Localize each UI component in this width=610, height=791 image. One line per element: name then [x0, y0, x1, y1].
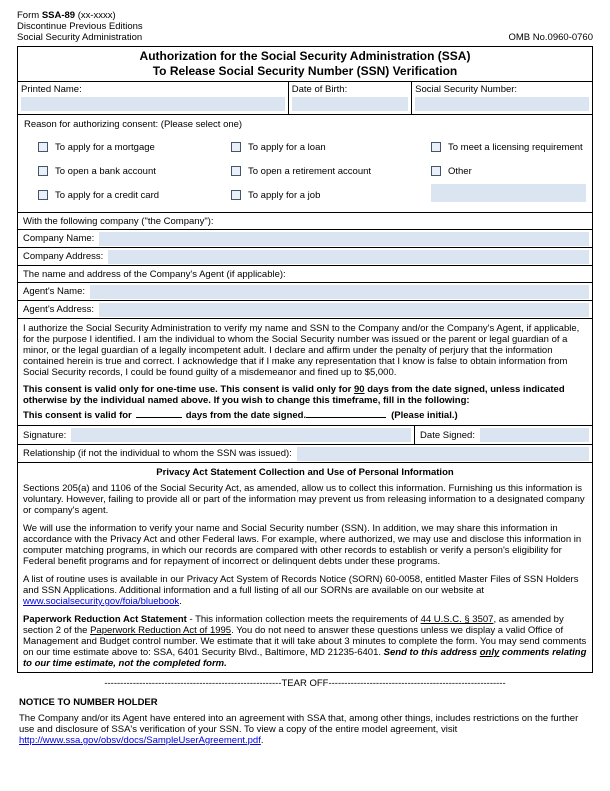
company-name-input[interactable] [99, 232, 589, 246]
signature-cell [18, 426, 414, 444]
job-checkbox[interactable] [231, 190, 241, 200]
form-title [18, 47, 592, 82]
company-name-row [18, 230, 592, 248]
checkbox-label: To apply for a credit card [55, 189, 160, 201]
form-title-line2: To Release Social Security Number (SSN) Verification [152, 63, 458, 78]
printed-name-input[interactable] [21, 97, 285, 111]
initials-blank-input[interactable] [306, 408, 386, 418]
text-segment: , as amended by section 2 of the [23, 614, 564, 636]
form-number: SSA-89 [41, 10, 76, 21]
text-segment: This consent is valid only for one-time use. This consent is valid only for [23, 384, 354, 395]
date-signed-label: Date Signed: [420, 429, 475, 441]
relationship-row [18, 445, 592, 463]
form-header [17, 10, 593, 43]
loan-checkbox[interactable] [231, 142, 241, 152]
checkbox-label: To apply for a mortgage [55, 141, 155, 153]
company-name-label: Company Name: [23, 233, 95, 244]
reason-column-3 [431, 135, 586, 207]
mortgage-checkbox[interactable] [38, 142, 48, 152]
reason-column-2 [231, 135, 431, 207]
text-segment: Form [17, 10, 42, 21]
notice-heading: NOTICE TO NUMBER HOLDER [19, 697, 158, 708]
other-reason-input[interactable] [431, 184, 586, 202]
relationship-input[interactable] [297, 447, 589, 461]
text-segment: . [179, 596, 182, 607]
checkbox-label: To open a retirement account [248, 165, 372, 177]
company-address-row [18, 248, 592, 266]
text-segment: . [260, 735, 264, 746]
credit-card-checkbox[interactable] [38, 190, 48, 200]
date-of-birth-label: Date of Birth: [291, 84, 348, 95]
privacy-paragraph-3 [18, 570, 592, 610]
agent-name-row [18, 283, 592, 301]
reason-column-1 [38, 135, 231, 207]
agreement-link[interactable]: http://www.ssa.gov/obsv/docs/SampleUserAgreement.pdf [19, 735, 261, 746]
reason-checkbox-grid [24, 135, 586, 207]
ssn-input[interactable] [415, 97, 589, 111]
text-segment: A list of routine uses is available in our Privacy Act System of Records Notice (SORN) 60-0058, entitled Master Files of SSN Holders and SSN Applications. Additional information and a full listing of all our SORNs are available on our website at [23, 574, 579, 596]
agent-name-input[interactable] [90, 285, 589, 299]
text-segment: This consent is valid for [23, 410, 132, 421]
signature-input[interactable] [71, 428, 411, 442]
agency-line: Social Security Administration [17, 32, 143, 43]
usc-citation: 44 U.S.C. § 3507 [420, 614, 494, 625]
company-address-label: Company Address: [23, 251, 104, 262]
reason-label: Reason for authorizing consent: (Please select one) [24, 119, 243, 130]
relationship-label: Relationship (if not the individual to whom the SSN was issued): [23, 448, 292, 459]
privacy-paragraph-2: We will use the information to verify your name and Social Security number (SSN). In addition, we may share this information in accordance with the Privacy Act and other Federal laws. For example, where authorized, we may use and disclose this information in computer matching programs, in which our records are compared with other records to establish or verify a person's eligibility for Federal benefit programs and for repayment of incorrect or delinquent debts under these programs. [23, 523, 582, 567]
text-segment: days from the date signed, unless indicated otherwise by the individual named above. If you wish to change this timeframe, fill in the following: [23, 384, 565, 406]
tear-off-line: --------------------------------------------------------TEAR OFF-------------------------------------------------------- [104, 678, 506, 689]
reason-option-other [431, 159, 586, 183]
text-segment: (xx-xxxx) [75, 10, 116, 21]
consent-days-value: 90 [353, 384, 365, 395]
ssn-label: Social Security Number: [415, 84, 518, 95]
days-blank-input[interactable] [136, 408, 182, 418]
main-form-box [17, 46, 593, 673]
paperwork-paragraph [18, 610, 592, 672]
discontinue-line: Discontinue Previous Editions [17, 21, 143, 32]
identity-fields-row [18, 82, 592, 115]
text-segment: . You do not need to answer these questions unless we display a valid Office of Management and Budget control number. We estimate that it will take about 3 minutes to complete the form. You may send comments on our time estimate above to: SSA, 6401 Security Blvd., Baltimore, MD 21235-6401. [23, 625, 587, 658]
text-segment: comments relating to our time estimate, not the completed form. [23, 647, 587, 669]
text-segment: - This information collection meets the requirements of [186, 614, 421, 625]
privacy-paragraph-1: Sections 205(a) and 1106 of the Social Security Act, as amended, allow us to collect this information. Furnishing us this information is voluntary. However, failing to provide all or part of the information may prevent us from releasing information to a designated company or company's agent. [23, 483, 585, 516]
pra-citation: Paperwork Reduction Act of 1995 [90, 625, 232, 636]
checkbox-label: To apply for a loan [248, 141, 326, 153]
date-of-birth-cell [288, 82, 411, 114]
paperwork-lead: Paperwork Reduction Act Statement [23, 614, 187, 625]
licensing-checkbox[interactable] [431, 142, 441, 152]
checkbox-label: To apply for a job [248, 189, 321, 201]
reason-option-licensing [431, 135, 586, 159]
text-segment: only [479, 647, 500, 658]
reason-option-job [231, 183, 431, 207]
date-signed-input[interactable] [480, 428, 589, 442]
ssn-cell [411, 82, 592, 114]
omb-number: OMB No.0960-0760 [508, 32, 593, 43]
bank-account-checkbox[interactable] [38, 166, 48, 176]
agent-address-row [18, 301, 592, 319]
checkbox-label: To open a bank account [55, 165, 156, 177]
company-intro: With the following company ("the Company"): [18, 213, 592, 230]
company-address-input[interactable] [108, 250, 589, 264]
retirement-account-checkbox[interactable] [231, 166, 241, 176]
agent-address-label: Agent's Address: [23, 304, 94, 315]
other-checkbox[interactable] [431, 166, 441, 176]
consent-statement [18, 381, 592, 407]
signature-label: Signature: [23, 429, 67, 441]
reason-option-credit-card [38, 183, 231, 207]
checkbox-label: Other [448, 165, 472, 177]
reason-option-retirement-account [231, 159, 431, 183]
text-segment: days from the date signed. [185, 410, 307, 421]
privacy-heading: Privacy Act Statement Collection and Use of Personal Information [156, 467, 454, 478]
authorization-paragraph: I authorize the Social Security Administration to verify my name and SSN to the Company and/or the Company's Agent, if applicable, for the purpose I identified. I am the individual to whom the Social Security number was issued or the parent or legal guardian of a minor, or the legal guardian of a legally incompetent adult. I declare and affirm under the penalty of perjury that the information contained herein is true and correct. I acknowledge that if I make any representation that I know is false to obtain information from Social Security records, I could be found guilty of a misdemeanor and fined up to $5,000. [23, 323, 580, 378]
text-segment: The Company and/or its Agent have entered into an agreement with SSA that, among other things, includes restrictions on the further use and disclosure of SSA's verification of your SSN. To view a copy of the entire model agreement, visit [19, 713, 579, 735]
reason-option-loan [231, 135, 431, 159]
reason-option-mortgage [38, 135, 231, 159]
reason-section [18, 115, 592, 213]
printed-name-label: Printed Name: [21, 84, 82, 95]
text-segment: (Please initial.) [391, 410, 458, 421]
form-id-block [17, 10, 143, 43]
form-number-line [17, 10, 143, 21]
checkbox-label: To meet a licensing requirement [448, 141, 583, 153]
agent-intro: The name and address of the Company's Agent (if applicable): [18, 266, 592, 283]
date-of-birth-input[interactable] [292, 97, 408, 111]
consent-duration-line [18, 407, 592, 425]
date-signed-cell [414, 426, 592, 444]
bluebook-link[interactable]: www.socialsecurity.gov/foia/bluebook [23, 596, 180, 607]
agent-address-input[interactable] [99, 303, 589, 317]
notice-paragraph [17, 713, 593, 746]
reason-option-bank-account [38, 159, 231, 183]
signature-row [18, 425, 592, 445]
printed-name-cell [18, 82, 288, 114]
text-segment: Send to this address [383, 647, 480, 658]
agent-name-label: Agent's Name: [23, 286, 86, 297]
form-title-line1: Authorization for the Social Security Administration (SSA) [139, 49, 471, 63]
